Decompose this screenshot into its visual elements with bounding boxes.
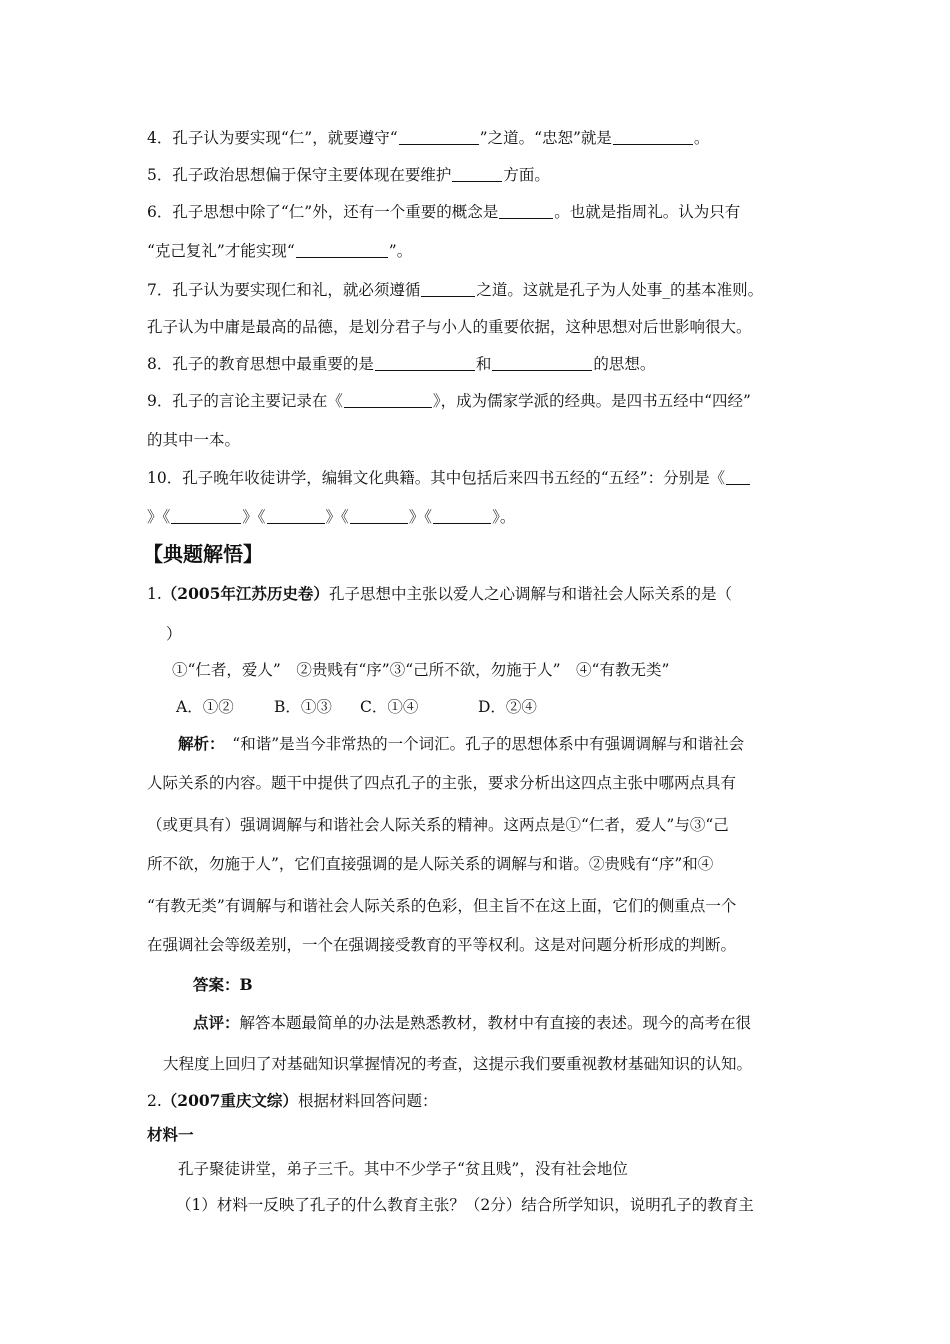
q10-text-b3: 》《 [325, 508, 349, 526]
analysis-line-2: 人际关系的内容。题干中提供了四点孔子的主张，要求分析出这四点主张中哪两点具有 [147, 774, 737, 792]
q6-text-c: “克己复礼”才能实现“ [147, 242, 295, 260]
question-7-line-2 [147, 317, 752, 337]
example-2-number: 2. [147, 1092, 162, 1110]
q10-text-a: 10．孔子晚年收徒讲学，编辑文化典籍。其中包括后来四书五经的“五经”：分别是《 [147, 469, 726, 487]
q10-blank-5[interactable] [433, 508, 491, 524]
q4-text-b: ”之道。“忠恕”就是 [479, 129, 612, 147]
section-heading: 【典题解悟】 [143, 542, 263, 566]
q10-text-b2: 》《 [242, 508, 266, 526]
answer-line [193, 975, 253, 995]
answer-label: 答案： [193, 975, 240, 994]
analysis-line-1 [178, 734, 744, 754]
q10-blank-3[interactable] [267, 508, 325, 524]
example-1-option-b: B．①③ [274, 698, 332, 716]
q8-blank-2[interactable] [492, 355, 592, 371]
q10-text-b4: 》《 [408, 508, 433, 526]
q5-blank-1[interactable] [452, 166, 502, 182]
q10-blank-4[interactable] [350, 508, 408, 524]
example-1-question [147, 584, 732, 604]
question-4 [147, 128, 709, 148]
example-2-question [147, 1091, 437, 1111]
q8-blank-1[interactable] [375, 355, 475, 371]
q9-text-c: 的其中一本。 [147, 431, 241, 449]
example-2-prompt: 根据材料回答问题： [297, 1092, 438, 1110]
comment-label: 点评： [193, 1013, 240, 1032]
analysis-line-4: 所不欲，勿施于人”，它们直接强调的是人际关系的调解与和谐。②贵贱有“序”和④ [147, 855, 714, 873]
example-1-number: 1. [147, 585, 162, 603]
q6-blank-1[interactable] [499, 203, 553, 219]
q9-blank-1[interactable] [344, 392, 432, 408]
analysis-line-6: 在强调社会等级差别，一个在强调接受教育的平等权利。这是对问题分析形成的判断。 [147, 936, 737, 954]
q10-blank-2[interactable] [171, 508, 241, 524]
q7-text-a: 7．孔子认为要实现仁和礼，就必须遵循 [147, 281, 421, 299]
question-9 [147, 391, 751, 411]
answer-value: B [239, 975, 253, 994]
analysis-line-5: “有教无类”有调解与和谐社会人际关系的色彩，但主旨不在这上面，它们的侧重点一个 [147, 897, 737, 915]
q4-text-a: 4．孔子认为要实现“仁”，就要遵守“ [147, 129, 398, 147]
example-1-question-end: ） [166, 625, 182, 643]
q4-text-c: 。 [693, 129, 710, 147]
sub-question-1: （1）材料一反映了孔子的什么教育主张？（2分）结合所学知识，说明孔子的教育主 [176, 1196, 754, 1214]
q10-text-b5: 》。 [492, 508, 516, 526]
q4-blank-1[interactable] [399, 129, 479, 145]
question-9-line-2 [147, 430, 240, 450]
analysis-line-3: （或更具有）强调调解与和谐社会人际关系的精神。这两点是①“仁者，爱人”与③“己 [147, 816, 729, 834]
material-label: 材料一 [147, 1125, 194, 1144]
analysis-text-1: “和谐”是当今非常热的一个词汇。孔子的思想体系中有强调调解与和谐社会 [232, 735, 745, 753]
example-1-option-a: A．①② [176, 698, 234, 716]
question-10-line-2 [147, 507, 515, 527]
example-1-question-text: 孔子思想中主张以爱人之心调解与和谐社会人际关系的是（ [328, 585, 732, 603]
q8-text-a: 8．孔子的教育思想中最重要的是 [147, 355, 374, 373]
q10-blank-1[interactable] [726, 469, 750, 485]
q6-text-a: 6．孔子思想中除了“仁”外，还有一个重要的概念是 [147, 203, 499, 221]
q9-text-b: 》，成为儒家学派的经典。是四书五经中“四经” [432, 392, 751, 410]
question-6-line-2 [147, 241, 412, 261]
comment-line-2: 大程度上回归了对基础知识掌握情况的考查，这提示我们要重视教材基础知识的认知。 [163, 1055, 753, 1073]
material-text: 孔子聚徒讲堂，弟子三千。其中不少学子“贫且贱”，没有社会地位 [178, 1160, 628, 1178]
comment-text-1: 解答本题最简单的办法是熟悉教材，教材中有直接的表述。现今的高考在很 [239, 1014, 752, 1032]
question-7 [147, 280, 763, 300]
example-1-source: （2005年江苏历史卷） [161, 584, 329, 603]
example-1-option-d: D．②④ [478, 698, 537, 716]
q7-blank-1[interactable] [421, 281, 475, 297]
comment-line-1 [193, 1013, 751, 1033]
q7-text-b: 之道。这就是孔子为人处事_的基本准则。 [476, 281, 764, 299]
q4-blank-2[interactable] [613, 129, 693, 145]
analysis-label: 解析： [178, 734, 217, 753]
q6-blank-2[interactable] [296, 242, 388, 258]
question-5 [147, 165, 550, 185]
q6-text-b: 。也就是指周礼。认为只有 [554, 203, 741, 221]
question-8 [147, 354, 655, 374]
example-1-option-c: C．①④ [360, 698, 419, 716]
q7-text-c: 孔子认为中庸是最高的品德，是划分君子与小人的重要依据，这种思想对后世影响很大。 [147, 318, 752, 336]
q5-text-b: 方面。 [503, 166, 550, 184]
q6-text-d: ”。 [388, 242, 413, 260]
question-6 [147, 202, 740, 222]
question-10 [147, 468, 751, 488]
q8-text-b: 和 [475, 355, 492, 373]
q9-text-a: 9．孔子的言论主要记录在《 [147, 392, 343, 410]
q5-text-a: 5．孔子政治思想偏于保守主要体现在要维护 [147, 166, 452, 184]
q8-text-c: 的思想。 [593, 355, 656, 373]
example-2-source: （2007重庆文综） [161, 1091, 298, 1110]
example-1-items: ①“仁者，爱人” ②贵贱有“序”③“己所不欲，勿施于人” ④“有教无类” [172, 661, 670, 679]
q10-text-b1: 》《 [147, 508, 171, 526]
